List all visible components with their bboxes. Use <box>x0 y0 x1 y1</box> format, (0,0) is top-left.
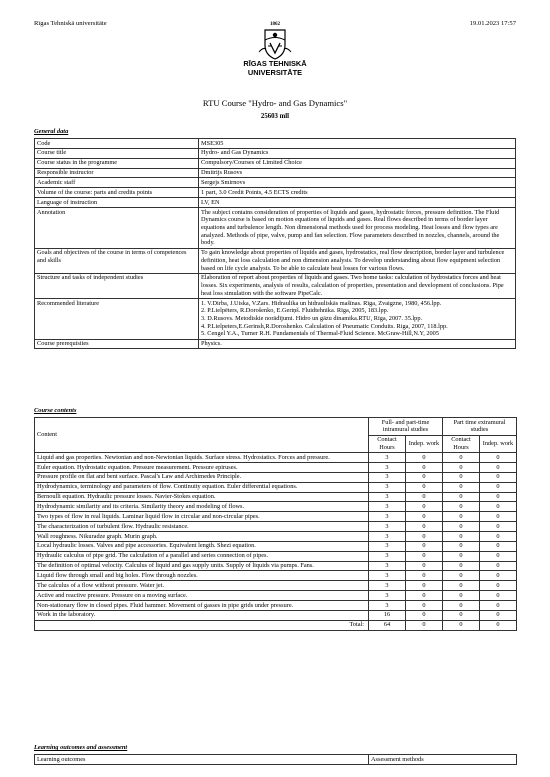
field-value: Elaboration of report about properties of liquids and gases. Two home tasks: calculation of hydrostatics forces and heat losses. Six experiments, analysis of results, calculation of properties, presentation and development of conclusions. Pipe heat loss simulation with the software PipeCalc. <box>199 273 516 298</box>
field-value: Dmitrijs Rusovs <box>199 168 516 178</box>
general-data-row <box>35 158 516 168</box>
extramural-indep-cell: 0 <box>480 522 517 532</box>
extramural-indep-cell: 0 <box>480 591 517 601</box>
field-label: Responsible instructor <box>35 168 199 178</box>
topic-cell: Hydrodynamic similarity and its criteria. Similarity theory and modeling of flows. <box>35 502 369 512</box>
general-data-row <box>35 339 516 349</box>
extramural-contact-cell: 0 <box>443 522 480 532</box>
field-label: Course title <box>35 148 199 158</box>
table-row <box>35 522 517 532</box>
topic-cell: Pressure profile on flat and bent surface. Pascal's Law and Archimedes Principle. <box>35 472 369 482</box>
field-value: LV, EN <box>199 198 516 208</box>
extramural-indep-cell: 0 <box>480 541 517 551</box>
total-extramural-indep: 0 <box>480 620 517 630</box>
topic-cell: Non-stationary flow in closed pipes. Fluid hammer. Movement of gasses in pipe grids under pressure. <box>35 600 369 610</box>
course-id: 25603 mll <box>260 113 290 120</box>
field-label: Recommended literature <box>35 298 199 339</box>
contact-hours-cell: 3 <box>369 571 406 581</box>
indep-work-cell: 0 <box>406 571 443 581</box>
indep-work-header: Indep. work <box>480 435 517 453</box>
contact-hours-cell: 3 <box>369 561 406 571</box>
contact-hours-cell: 3 <box>369 472 406 482</box>
extramural-contact-cell: 0 <box>443 591 480 601</box>
course-contents-table <box>34 417 517 631</box>
page-title: RTU Course "Hydro- and Gas Dynamics" <box>202 98 348 108</box>
general-data-row <box>35 298 516 339</box>
contact-hours-cell: 3 <box>369 551 406 561</box>
extramural-contact-cell: 0 <box>443 482 480 492</box>
field-label: Language of instruction <box>35 198 199 208</box>
field-value: MSE305 <box>199 139 516 149</box>
general-data-table <box>34 138 516 349</box>
learning-outcomes-heading: Learning outcomes and assessment <box>34 744 128 751</box>
field-value: Hydro- and Gas Dynamics <box>199 148 516 158</box>
indep-work-cell: 0 <box>406 472 443 482</box>
contact-hours-cell: 3 <box>369 600 406 610</box>
topic-cell: Wall roughness. Nikuradze graph. Murin graph. <box>35 531 369 541</box>
field-label: Course status in the programme <box>35 158 199 168</box>
extramural-contact-cell: 0 <box>443 453 480 463</box>
general-data-row <box>35 248 516 273</box>
contact-hours-cell: 16 <box>369 610 406 620</box>
extramural-contact-cell: 0 <box>443 551 480 561</box>
indep-work-cell: 0 <box>406 610 443 620</box>
print-timestamp: 19.01.2023 17:57 <box>469 20 516 27</box>
contact-hours-cell: 3 <box>369 522 406 532</box>
general-data-row <box>35 273 516 298</box>
indep-work-cell: 0 <box>406 492 443 502</box>
contact-hours-cell: 3 <box>369 512 406 522</box>
general-data-heading: General data <box>34 128 69 135</box>
extramural-indep-cell: 0 <box>480 600 517 610</box>
topic-cell: Liquid flow through small and big holes. Flow through nozzles. <box>35 571 369 581</box>
indep-work-cell: 0 <box>406 522 443 532</box>
contact-hours-cell: 3 <box>369 591 406 601</box>
learning-outcomes-table <box>34 754 517 765</box>
general-data-row <box>35 148 516 158</box>
extramural-contact-cell: 0 <box>443 561 480 571</box>
assessment-methods-header: Assessment methods <box>369 755 517 765</box>
table-row <box>35 581 517 591</box>
general-data-row <box>35 139 516 149</box>
field-label: Goals and objectives of the course in terms of competences and skills <box>35 248 199 273</box>
table-row <box>35 482 517 492</box>
topic-cell: Liquid and gas properties. Newtonian and non-Newtonian liquids. Surface stress. Hydrostatics. Forces and pressure. <box>35 453 369 463</box>
content-column-header: Content <box>35 418 369 453</box>
course-contents-heading: Course contents <box>34 407 77 414</box>
table-row <box>35 502 517 512</box>
contact-hours-cell: 3 <box>369 541 406 551</box>
field-value: 1 part, 3.0 Credit Points, 4.5 ECTS credits <box>199 188 516 198</box>
extramural-contact-cell: 0 <box>443 541 480 551</box>
table-row <box>35 571 517 581</box>
table-row <box>35 610 517 620</box>
topic-cell: Hydraulic calculus of pipe grid. The calculation of a parallel and series connection of pipes. <box>35 551 369 561</box>
total-row <box>35 620 517 630</box>
topic-cell: The characterization of turbulent flow. Hydraulic resistance. <box>35 522 369 532</box>
extramural-indep-cell: 0 <box>480 462 517 472</box>
extramural-indep-cell: 0 <box>480 472 517 482</box>
extramural-indep-cell: 0 <box>480 512 517 522</box>
extramural-indep-cell: 0 <box>480 551 517 561</box>
field-label: Code <box>35 139 199 149</box>
indep-work-cell: 0 <box>406 591 443 601</box>
logo-text-line1: RĪGAS TEHNISKĀ <box>243 59 307 69</box>
indep-work-cell: 0 <box>406 581 443 591</box>
table-row <box>35 600 517 610</box>
table-row <box>35 472 517 482</box>
table-row <box>35 591 517 601</box>
contact-hours-cell: 3 <box>369 462 406 472</box>
extramural-contact-cell: 0 <box>443 492 480 502</box>
indep-work-cell: 0 <box>406 502 443 512</box>
field-value: Compulsory/Courses of Limited Choice <box>199 158 516 168</box>
extramural-indep-cell: 0 <box>480 482 517 492</box>
indep-work-cell: 0 <box>406 531 443 541</box>
indep-work-cell: 0 <box>406 561 443 571</box>
topic-cell: The definition of optimal velocity. Calculus of liquid and gas supply units. Supply of liquids via pumps. Fans. <box>35 561 369 571</box>
general-data-row <box>35 198 516 208</box>
indep-work-cell: 0 <box>406 482 443 492</box>
table-row <box>35 512 517 522</box>
table-row <box>35 453 517 463</box>
extramural-contact-cell: 0 <box>443 472 480 482</box>
extramural-indep-cell: 0 <box>480 561 517 571</box>
extramural-contact-cell: 0 <box>443 512 480 522</box>
table-row <box>35 462 517 472</box>
indep-work-cell: 0 <box>406 512 443 522</box>
field-value: Sergejs Smirnovs <box>199 178 516 188</box>
topic-cell: Bernoulli equation. Hydraulic pressure losses. Navier-Stokes equation. <box>35 492 369 502</box>
rtu-logo <box>0 22 550 77</box>
indep-work-cell: 0 <box>406 453 443 463</box>
contact-hours-header: Contact Hours <box>443 435 480 453</box>
total-indep-work: 0 <box>406 620 443 630</box>
extramural-indep-cell: 0 <box>480 581 517 591</box>
contact-hours-cell: 3 <box>369 531 406 541</box>
general-data-row <box>35 168 516 178</box>
total-extramural-contact: 0 <box>443 620 480 630</box>
topic-cell: The calculus of a flow without pressure. Water jet. <box>35 581 369 591</box>
topic-cell: Euler equation. Hydrostatic equation. Pressure measurement. Pressure epiruses. <box>35 462 369 472</box>
field-value: The subject contains consideration of properties of liquids and gases, hydrostatic forces, pressure definition. The Fluid Dynamics course is based on motion equations of liquids and gases. Real flows described in terms of border layer equations and turbulence length. Non dimensional methods used for process modeling. Heat losses and flow types are analyzed. Methods of pipe, valve, pump and fan selection. Flow parameters described in nozzles, channels, around the body. <box>199 208 516 249</box>
indep-work-cell: 0 <box>406 541 443 551</box>
field-value: Physics. <box>199 339 516 349</box>
extramural-indep-cell: 0 <box>480 492 517 502</box>
crest-icon <box>258 28 292 60</box>
extramural-contact-cell: 0 <box>443 502 480 512</box>
field-label: Structure and tasks of independent studies <box>35 273 199 298</box>
contact-hours-cell: 3 <box>369 482 406 492</box>
field-label: Course prerequisites <box>35 339 199 349</box>
topic-cell: Two types of flow in real liquids. Laminar liquid flow in circular and non-circular pipes. <box>35 512 369 522</box>
extramural-indep-cell: 0 <box>480 502 517 512</box>
extramural-indep-cell: 0 <box>480 610 517 620</box>
total-contact-hours: 64 <box>369 620 406 630</box>
indep-work-cell: 0 <box>406 600 443 610</box>
table-row <box>35 541 517 551</box>
logo-text-line2: UNIVERSITĀTE <box>247 67 303 77</box>
topic-cell: Local hydraulic losses. Valves and pipe accessories. Equivalent length. Shezi equation. <box>35 541 369 551</box>
table-row <box>35 551 517 561</box>
extramural-contact-cell: 0 <box>443 462 480 472</box>
intramural-column-header: Full- and part-time intramural studies <box>369 418 443 436</box>
topic-cell: Hydrodynamics, terminology and parameters of flow. Continuity equation. Euler differential equations. <box>35 482 369 492</box>
logo-year: 1862 <box>270 22 280 27</box>
topic-cell: Work in the laboratory. <box>35 610 369 620</box>
indep-work-cell: 0 <box>406 462 443 472</box>
extramural-indep-cell: 0 <box>480 453 517 463</box>
indep-work-cell: 0 <box>406 551 443 561</box>
extramural-contact-cell: 0 <box>443 581 480 591</box>
contact-hours-cell: 3 <box>369 581 406 591</box>
topic-cell: Active and reactive pressure. Pressure on a moving surface. <box>35 591 369 601</box>
learning-outcomes-header: Learning outcomes <box>35 755 369 765</box>
table-row <box>35 492 517 502</box>
extramural-indep-cell: 0 <box>480 531 517 541</box>
table-row <box>35 561 517 571</box>
university-name: Rīgas Tehniskā universitāte <box>34 20 107 27</box>
field-label: Annotation <box>35 208 199 249</box>
contact-hours-cell: 3 <box>369 502 406 512</box>
total-label: Total: <box>35 620 369 630</box>
extramural-contact-cell: 0 <box>443 610 480 620</box>
extramural-contact-cell: 0 <box>443 600 480 610</box>
extramural-indep-cell: 0 <box>480 571 517 581</box>
contact-hours-cell: 3 <box>369 453 406 463</box>
table-row <box>35 531 517 541</box>
field-value: 1. V.Dirba, J.Uiska, V.Zars. Hidraulika un hidrauliskās mašīnas. Rīga, Zvaigzne, 1980, 456.lpp. 2. P.Lielpēters, R.Dorošenko, E.Geriņš. Fluidtehnika. Rīga, 2005, 183.lpp. 3. D.Rusovs. Metodiskie norādījumi. Hidro un gāzu dinamika.RTU, Rīga, 2007. 35.lpp. 4. P.Lielpeters,E.Gerinsh,R.Doroshenko. Calculation of Pneumatic Conduits. Riga, 2007, 118.lpp. 5. Cengel Y.A., Turner R.H. Fundamentals of Thermal-Fluid Science. McGraw-Hill,N.Y, 2005 <box>199 298 516 339</box>
general-data-row <box>35 178 516 188</box>
indep-work-header: Indep. work <box>406 435 443 453</box>
extramural-contact-cell: 0 <box>443 531 480 541</box>
field-label: Academic staff <box>35 178 199 188</box>
extramural-column-header: Part time extramural studies <box>443 418 517 436</box>
contact-hours-cell: 3 <box>369 492 406 502</box>
extramural-contact-cell: 0 <box>443 571 480 581</box>
contact-hours-header: Contact Hours <box>369 435 406 453</box>
field-label: Volume of the course: parts and credits points <box>35 188 199 198</box>
general-data-row <box>35 188 516 198</box>
general-data-row <box>35 208 516 249</box>
field-value: To gain knowledge about properties of liquids and gases, hydrostatics, real flow description, border layer and turbulence definition, heat loss calculation and non dimension analysis. To develop understanding about flow equipment selection based on life cycle analysis. To be able to calculate heat losses for various flows. <box>199 248 516 273</box>
